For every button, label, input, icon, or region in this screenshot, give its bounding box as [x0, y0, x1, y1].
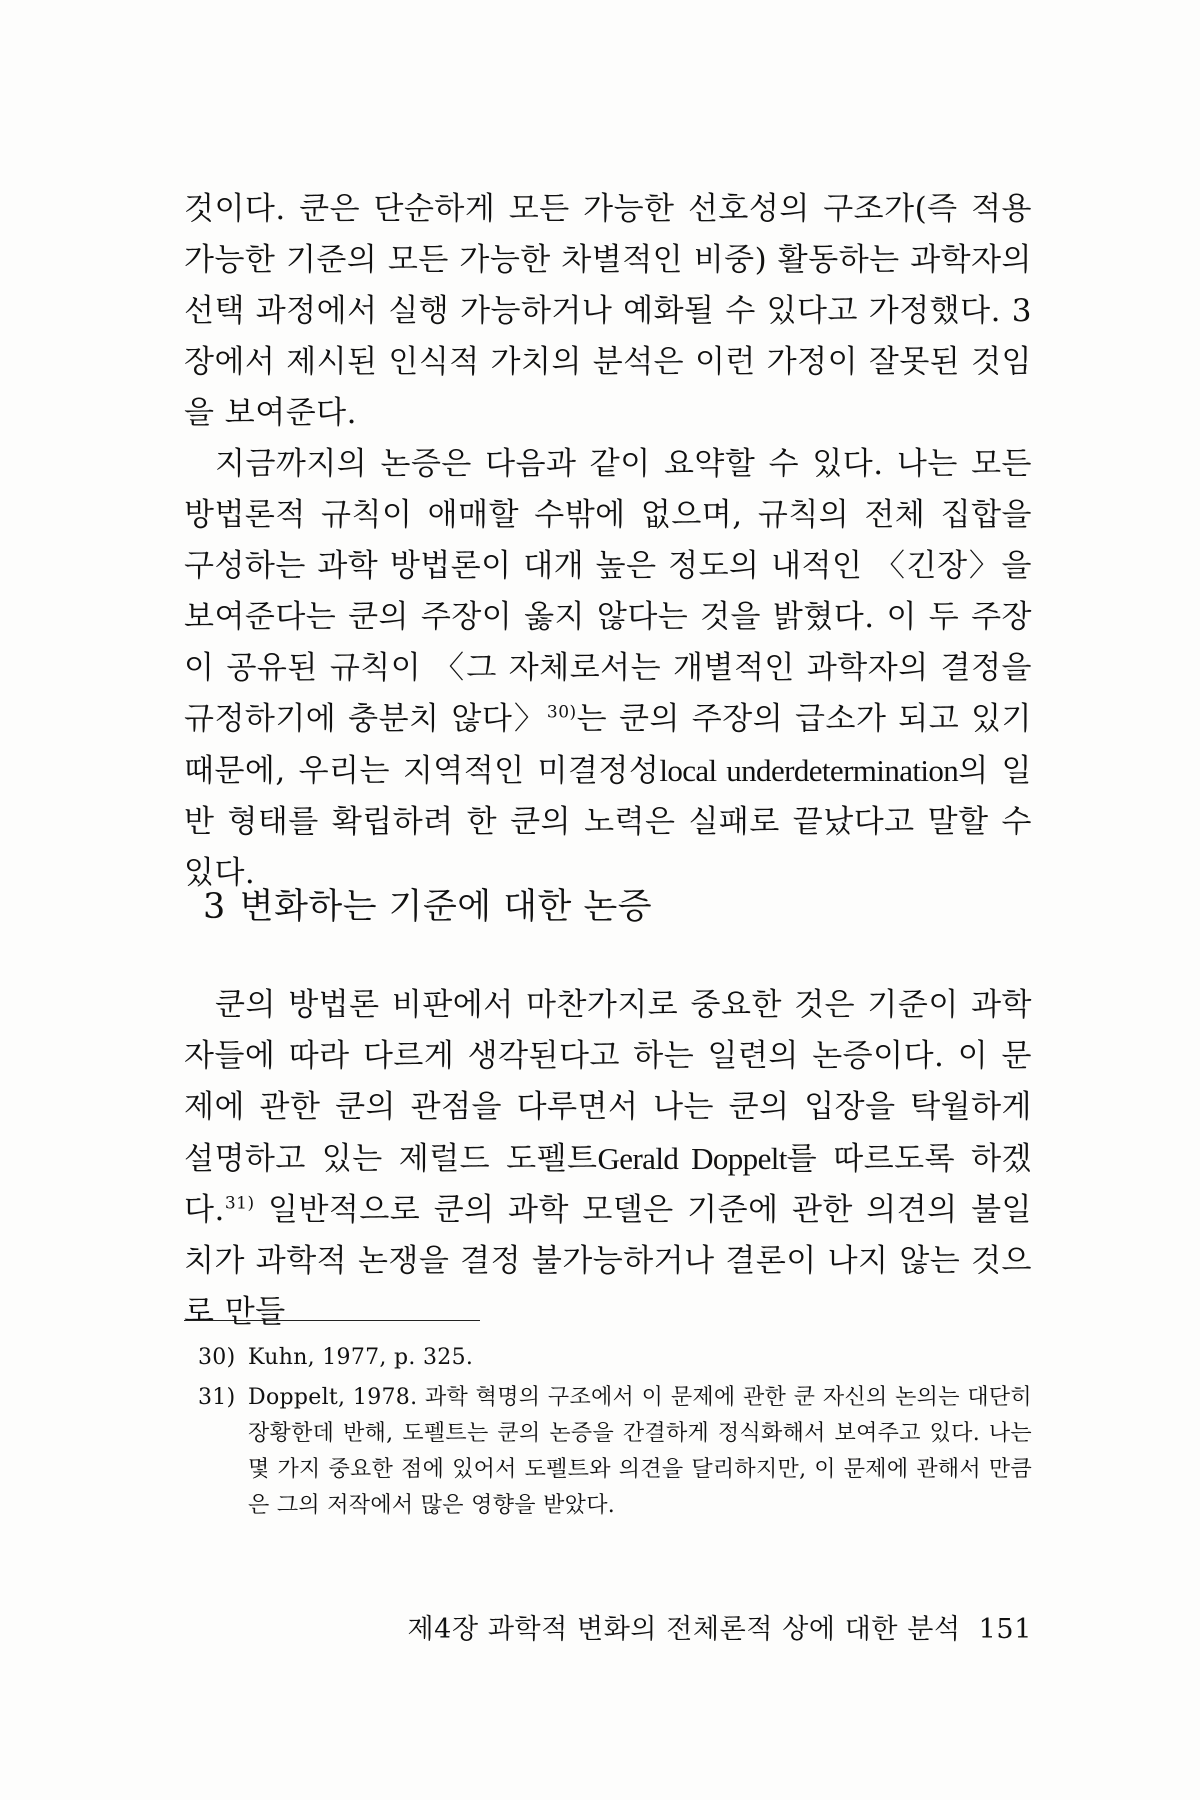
footnote-reference-31: 31)	[224, 1193, 255, 1214]
footnote-text: Doppelt, 1978. 과학 혁명의 구조에서 이 문제에 관한 쿤 자신의 논의는 대단히 장황한데 반해, 도펠트는 쿤의 논증을 간결하게 정식화해서 보여주고 있다. 나는 몇 가지 중요한 점에 있어서 도펠트와 의견을 달리하지만, 이 문제에 관해서 만큼은 그의 저작에서 많은 영향을 받았다.	[248, 1385, 1032, 1518]
footnote-text: Kuhn, 1977, p. 325.	[248, 1345, 474, 1370]
section-title: 변화하는 기준에 대한 논증	[239, 887, 653, 927]
body-paragraph-summary	[184, 439, 1032, 899]
running-title: 제4장 과학적 변화의 전체론적 상에 대한 분석	[407, 1614, 961, 1645]
paragraph-text-part: 지금까지의 논증은 다음과 같이 요약할 수 있다. 나는 모든 방법론적 규칙이 애매할 수밖에 없으며, 규칙의 전체 집합을 구성하는 과학 방법론이 대개 높은 정도의 내적인 〈긴장〉을 보여준다는 쿤의 주장이 옳지 않다는 것을 밝혔다. 이 두 주장이 공유된 규칙이 〈그 자체로서는 개별적인 과학자의 결정을 규정하기에 충분치 않다〉	[184, 446, 1032, 737]
paragraph-text-part: 일반적으로 쿤의 과학 모델은 기준에 관한 의견의 불일치가 과학적 논쟁을 결정 불가능하거나 결론이 나지 않는 것으로 만들	[184, 1192, 1032, 1330]
section-number: 3	[203, 887, 226, 927]
paragraph-text	[184, 439, 1032, 899]
running-footer	[350, 1612, 1032, 1648]
paragraph-text	[184, 980, 1032, 1338]
paragraph-text-part: 를 따르도록 하겠다.	[184, 1141, 1032, 1228]
footnote-number: 30)	[198, 1345, 236, 1370]
page-number: 151	[978, 1614, 1032, 1645]
paragraph-text-part: 의 일반 형태를 확립하려 한 쿤의 노력은 실패로 끝났다고 말할 수 있다.	[184, 753, 1032, 891]
footnote-reference-30: 30)	[546, 702, 577, 723]
footnote-30	[184, 1340, 1032, 1376]
section-heading	[203, 883, 652, 931]
footnote-31	[184, 1380, 1032, 1524]
footnote-number: 31)	[198, 1385, 236, 1410]
footnote-divider	[184, 1320, 480, 1321]
paragraph-text: 것이다. 쿤은 단순하게 모든 가능한 선호성의 구조가(즉 적용 가능한 기준의 모든 가능한 차별적인 비중) 활동하는 과학자의 선택 과정에서 실행 가능하거나 예화될 수 있다고 가정했다. 3장에서 제시된 인식적 가치의 분석은 이런 가정이 잘못된 것임을 보여준다.	[184, 191, 1032, 431]
english-term: Gerald Doppelt	[597, 1141, 787, 1176]
body-paragraph-section	[184, 980, 1032, 1338]
english-term: local underdetermination	[659, 753, 959, 788]
body-paragraph-continued	[184, 184, 1032, 439]
footnotes	[184, 1340, 1032, 1528]
paragraph-text-part: 는 쿤의 주장의 급소가 되고 있기 때문에, 우리는 지역적인 미결정성	[184, 701, 1032, 789]
paragraph-text-part: 쿤의 방법론 비판에서 마찬가지로 중요한 것은 기준이 과학자들에 따라 다르게 생각된다고 하는 일련의 논증이다. 이 문제에 관한 쿤의 관점을 다루면서 나는 쿤의 입장을 탁월하게 설명하고 있는 제럴드 도펠트	[184, 987, 1032, 1177]
